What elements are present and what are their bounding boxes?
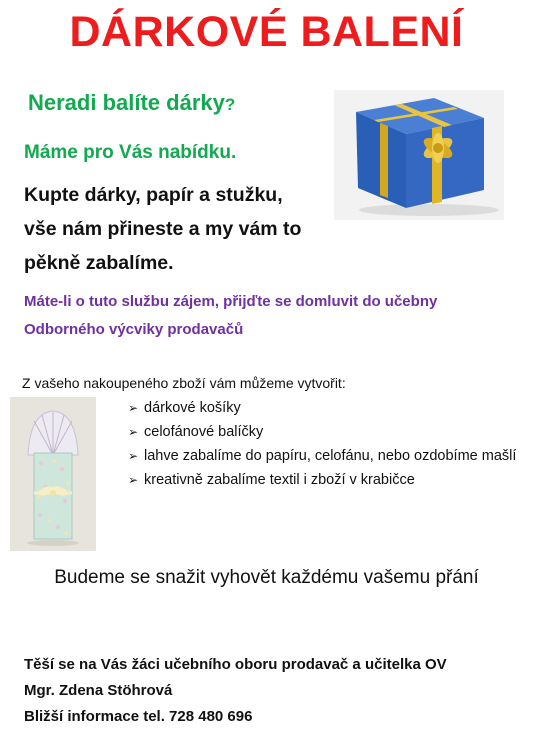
offer-line: Máme pro Vás nabídku. [24,142,237,163]
main-line-3: pěkně zabalíme. [24,252,174,274]
footer-line-1: Těší se na Vás žáci učebního oboru prodavač a učitelka OV [24,656,447,673]
list-item [128,396,518,420]
interest-line-2: Odborného výcviky prodavačů [24,321,244,338]
list-item [128,468,518,492]
arrowhead-bullet-icon: ➢ [128,473,139,487]
wish-line: Budeme se snažit vyhovět každému vašemu přání [54,567,479,588]
pastel-gift-image [10,397,96,551]
main-line-1: Kupte dárky, papír a stužku, [24,184,283,206]
intro-text: Z vašeho nakoupeného zboží vám můžeme vytvořit: [22,375,346,391]
blue-gift-box-image [334,90,504,220]
list-item-text: celofánové balíčky [144,424,264,440]
interest-line-1: Máte-li o tuto službu zájem, přijďte se domluvit do učebny [24,293,438,310]
list-item-text: kreativně zabalíme textil i zboží v krabičce [144,472,415,488]
service-list [128,396,518,492]
list-item-text: lahve zabalíme do papíru, celofánu, nebo ozdobíme mašlí [144,448,517,464]
question-heading [28,90,235,116]
arrowhead-bullet-icon: ➢ [128,449,139,463]
footer-line-3: Bližší informace tel. 728 480 696 [24,708,253,725]
page-title: DÁRKOVÉ BALENÍ [69,8,464,56]
question-text: Neradi balíte dárky [28,90,225,115]
list-item [128,420,518,444]
arrowhead-bullet-icon: ➢ [128,425,139,439]
footer-line-2: Mgr. Zdena Stöhrová [24,682,173,699]
list-item [128,444,518,468]
gift-box-photo [334,90,504,220]
arrowhead-bullet-icon: ➢ [128,401,139,415]
list-item-text: dárkové košíky [144,400,241,416]
wrapped-gift-photo [10,397,96,551]
question-mark: ? [224,95,236,114]
main-line-2: vše nám přineste a my vám to [24,218,302,240]
